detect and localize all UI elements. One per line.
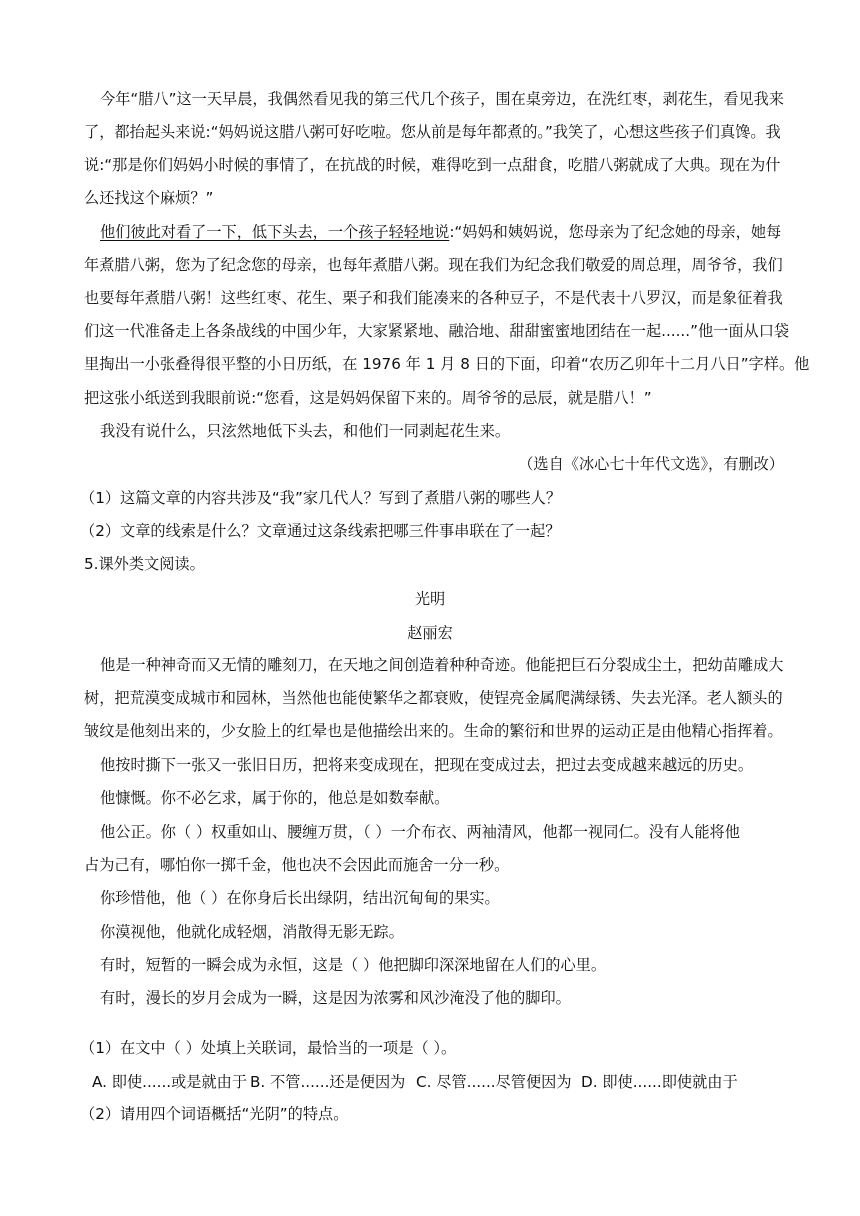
passage1-p1-line4: 么还找这个麻烦？” [84,189,214,207]
passage1-p3: 我没有说什么，只泫然地低下头去，和他们一同剥起花生来。 [100,422,511,440]
option-d: D. 即使......即使就由于 [581,1073,738,1091]
section5-p2: 他按时撕下一张又一张旧日历，把将来变成现在，把现在变成过去，把过去变成越来越远的历史。 [100,756,754,774]
section5-p6: 你漠视他，他就化成轻烟，消散得无影无踪。 [100,923,404,941]
option-b: B. 不管......还是便因为 [250,1073,406,1091]
section5-author: 赵丽宏 [407,624,453,642]
section5-p4-line1: 他公正。你（ ）权重如山、腰缠万贯，（ ）一介布衣、两袖清风，他都一视同仁。没有人能将他 [100,823,740,841]
passage1-p2-line1 [100,222,784,242]
underlined-sentence: 他们彼此对看了一下，低下头去，一个孩子轻轻地说 [100,223,450,241]
section5-p8: 有时，漫长的岁月会成为一瞬，这是因为浓雾和风沙淹没了他的脚印。 [100,989,571,1007]
section5-p1-line2: 树，把荒漠变成城市和园林，当然他也能使繁华之都衰败，使锃亮金属爬满绿锈、失去光泽。老人额头的 [84,689,783,707]
section5-p1-line3: 皱纹是他刻出来的，少女脸上的红晕也是他描绘出来的。生命的繁衍和世界的运动正是由他精心指挥着。 [84,722,783,740]
passage1-question2: （2）文章的线索是什么？文章通过这条线索把哪三件事串联在了一起？ [80,522,561,540]
answer-options [92,1071,792,1092]
section5-p4-line2: 占为己有，哪怕你一掷千金，他也决不会因此而施舍一分一秒。 [84,856,510,874]
passage1-p2-line4: 们这一代准备走上各条战线的中国少年，大家紧紧地、融洽地、甜甜蜜蜜地团结在一起......”他一面从口袋 [84,322,790,340]
passage1-p2-line6: 把这张小纸送到我眼前说:“您看，这是妈妈保留下来的。周爷爷的忌辰，就是腊八！” [84,389,652,407]
section5-question1: （1）在文中（ ）处填上关联词，最恰当的一项是（ ）。 [80,1039,457,1057]
passage1-p2-line5: 里掏出一小张叠得很平整的小日历纸，在 1976 年 1 月 8 日的下面，印着“农历乙卯年十二月八日”字样。他 [84,355,810,373]
passage1-p1-line2: 了，都抬起头来说:“妈妈说这腊八粥可好吃啦。您从前是每年都煮的。”我笑了，心想这些孩子们真馋。我 [84,123,781,141]
passage1-p2-line3: 也要每年煮腊八粥！这些红枣、花生、栗子和我们能凑来的各种豆子，不是代表十八罗汉，而是象征着我 [84,289,783,307]
passage1-source: （选自《冰心七十年代文选》，有删改） [518,455,784,473]
section5-question2: （2）请用四个词语概括“光阴”的特点。 [80,1105,349,1123]
section5-heading: 5.课外类文阅读。 [84,555,205,573]
passage1-p2-line2: 年煮腊八粥，您为了纪念您的母亲，也每年煮腊八粥。现在我们为纪念我们敬爱的周总理，周爷爷，我们 [84,256,783,274]
section5-title: 光明 [414,590,446,608]
passage1-p1-line1: 今年“腊八”这一天早晨，我偶然看见我的第三代几个孩子，围在桌旁边，在洗红枣，剥花生，看见我来 [100,90,784,108]
option-a: A. 即使......或是就由于 [92,1073,248,1091]
section5-p3: 他慷慨。你不必乞求，属于你的，他总是如数奉献。 [100,789,450,807]
passage1-p1-line3: 说:“那是你们妈妈小时候的事情了，在抗战的时候，难得吃到一点甜食，吃腊八粥就成了大典。现在为什 [84,156,781,174]
option-c: C. 尽管......尽管便因为 [416,1073,572,1091]
passage1-question1: （1）这篇文章的内容共涉及“我”家几代人？写到了煮腊八粥的哪些人？ [80,489,562,507]
passage1-p2-line1-rest: :“妈妈和姨妈说，您母亲为了纪念她的母亲，她每 [449,223,782,241]
section5-p5: 你珍惜他，他（ ）在你身后长出绿阴，结出沉甸甸的果实。 [100,889,500,907]
section5-p7: 有时，短暂的一瞬会成为永恒，这是（ ）他把脚印深深地留在人们的心里。 [100,956,607,974]
section5-p1-line1: 他是一种神奇而又无情的雕刻刀，在天地之间创造着种种奇迹。他能把巨石分裂成尘土，把幼苗雕成大 [100,656,784,674]
